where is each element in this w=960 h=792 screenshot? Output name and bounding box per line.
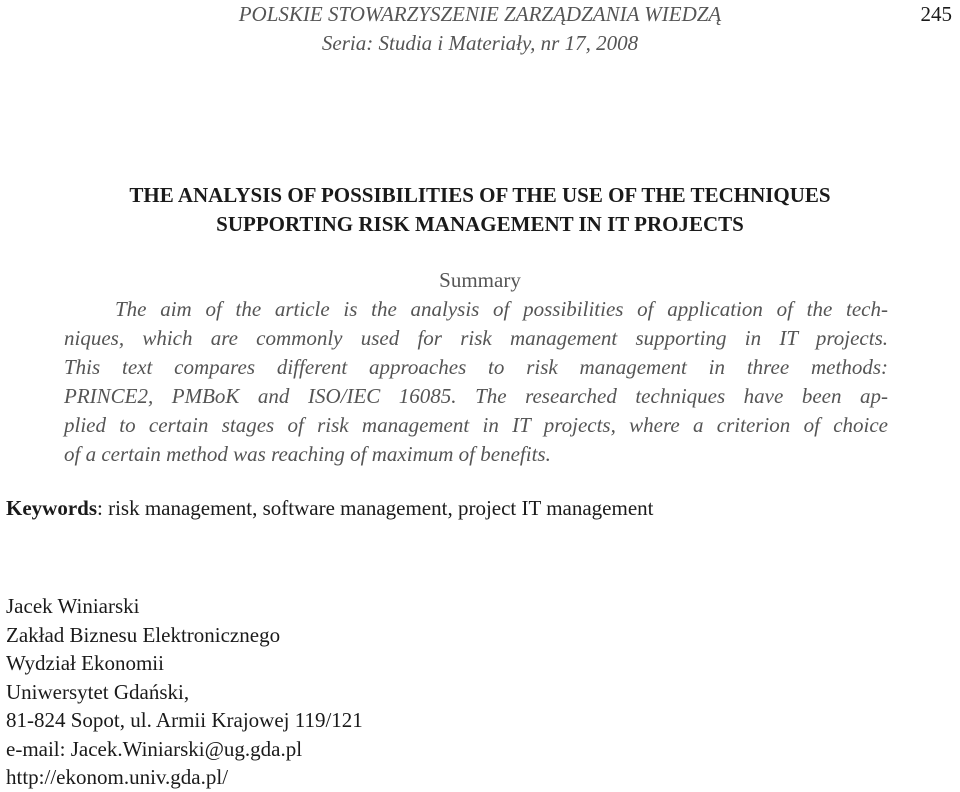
summary-line: This text compares different approaches to risk management in three methods: (64, 355, 888, 379)
journal-name: POLSKIE STOWARZYSZENIE ZARZĄDZANIA WIEDZĄ (238, 2, 722, 26)
keywords-label: Keywords (6, 496, 97, 520)
summary-line: niques, which are commonly used for risk management supporting in IT projects. (64, 326, 888, 350)
article-title (0, 181, 960, 239)
author-email: e-mail: Jacek.Winiarski@ug.gda.pl (6, 736, 303, 761)
keywords-text: : risk management, software management, project IT management (97, 496, 654, 520)
author-affiliation (6, 592, 363, 792)
summary-line: PRINCE2, PMBoK and ISO/IEC 16085. The researched techniques have been ap- (64, 384, 888, 408)
author-faculty: Wydział Ekonomii (6, 651, 164, 675)
summary-line: plied to certain stages of risk management in IT projects, where a criterion of choice (64, 413, 888, 437)
running-header (150, 0, 810, 58)
author-department: Zakład Biznesu Elektronicznego (6, 622, 281, 647)
article-title-line-2: SUPPORTING RISK MANAGEMENT IN IT PROJECTS (216, 212, 744, 236)
page-number: 245 (920, 2, 952, 26)
summary-line: of a certain method was reaching of maximum of benefits. (64, 442, 551, 466)
author-university: Uniwersytet Gdański, (6, 679, 190, 704)
article-title-line-1: THE ANALYSIS OF POSSIBILITIES OF THE USE OF THE TECHNIQUES (129, 183, 831, 207)
summary-text (64, 295, 888, 469)
keywords (6, 494, 654, 523)
author-name: Jacek Winiarski (6, 594, 140, 618)
author-address: 81-824 Sopot, ul. Armii Krajowej 119/121 (6, 708, 363, 732)
summary-heading: Summary (439, 268, 521, 292)
author-website: http://ekonom.univ.gda.pl/ (6, 765, 229, 789)
journal-series: Seria: Studia i Materiały, nr 17, 2008 (321, 31, 639, 55)
summary-line: The aim of the article is the analysis of possibilities of application of the tech- (115, 297, 888, 321)
